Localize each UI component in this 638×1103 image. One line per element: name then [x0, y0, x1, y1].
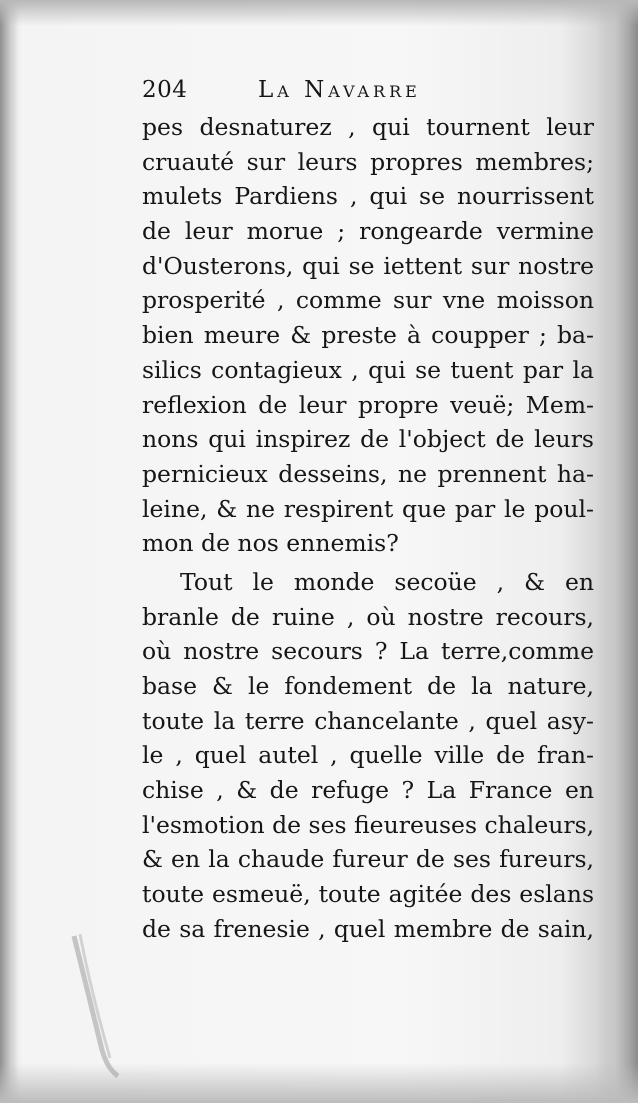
text-line: de leur morue ; rongearde vermine — [142, 217, 594, 246]
text-line: prosperité , comme sur vne moisson — [142, 286, 594, 315]
text-line: base & le fondement de la nature, — [142, 672, 594, 700]
page-edge-shadow — [596, 0, 638, 1103]
book-page — [142, 70, 594, 947]
text-line: pernicieux desseins, ne prennent ha- — [142, 459, 594, 488]
page-number: 204 — [142, 77, 188, 103]
paragraph-1 — [142, 110, 594, 561]
text-line: & en la chaude fureur de ses fureurs, — [142, 845, 594, 874]
text-line: reflexion de leur propre veuë; Mem- — [142, 390, 594, 419]
text-line: branle de ruine , où nostre recours, — [142, 602, 594, 631]
text-line: l'esmotion de ses fieureuses chaleurs, — [142, 810, 595, 839]
text-line: Tout le monde secoüe , & en — [180, 567, 594, 596]
text-line: le , quel autel , quelle ville de fran- — [142, 741, 594, 770]
running-title: La Navarre — [258, 77, 421, 103]
paragraph-2 — [142, 565, 594, 947]
paper-stain — [68, 930, 128, 1080]
text-line: toute la terre chancelante , quel asy- — [142, 706, 594, 735]
text-line: silics contagieux , qui se tuent par la — [142, 355, 594, 384]
text-line: nons qui inspirez de l'object de leurs — [142, 425, 594, 454]
text-line: d'Ousterons, qui se iettent sur nostre — [142, 251, 594, 280]
text-line: de sa frenesie , quel membre de sain, — [142, 914, 594, 943]
page-gutter-shadow — [0, 0, 18, 1103]
text-line: mulets Pardiens , qui se nourrissent — [142, 182, 594, 211]
text-line: bien meure & preste à coupper ; ba- — [142, 321, 594, 350]
text-line: mon de nos ennemis? — [142, 529, 399, 558]
text-line: pes desnaturez , qui tournent leur — [142, 113, 594, 141]
text-line: toute esmeuë, toute agitée des eslans — [142, 880, 594, 909]
text-line: chise , & de refuge ? La France en — [142, 776, 594, 805]
top-edge-shadow — [0, 0, 638, 26]
running-header — [142, 70, 594, 110]
text-line: où nostre secours ? La terre,comme — [142, 637, 594, 666]
text-line: cruauté sur leurs propres membres; — [142, 147, 594, 176]
text-line: leine, & ne respirent que par le poul- — [142, 494, 594, 523]
